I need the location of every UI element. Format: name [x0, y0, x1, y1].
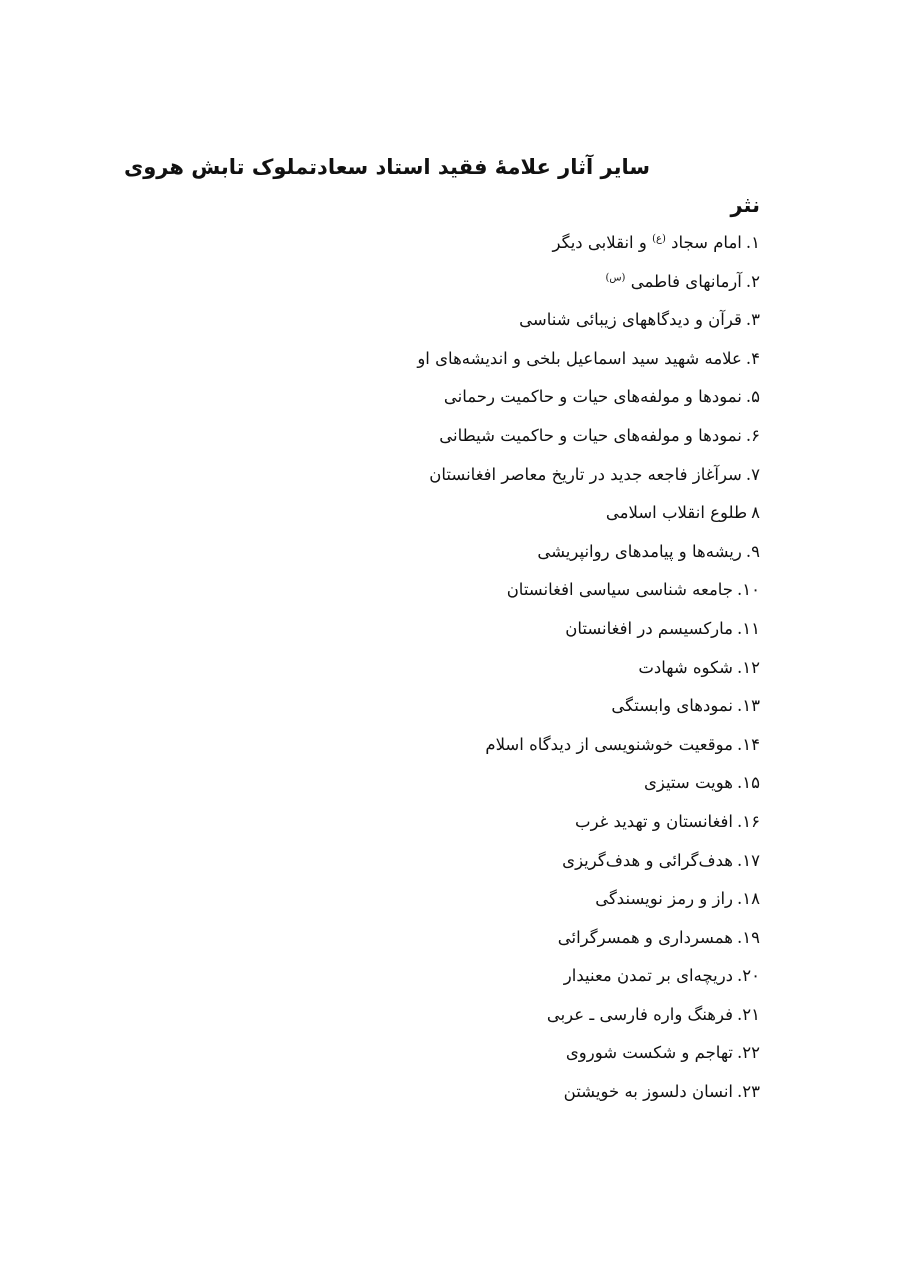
item-text: جامعه شناسی سیاسی افغانستان — [506, 580, 734, 600]
item-number: ۳. — [745, 310, 760, 330]
item-text: نمودها و مولفه‌های حیات و حاکمیت شیطانی — [439, 425, 742, 445]
item-number: ۱۳. — [737, 696, 760, 716]
list-item — [417, 842, 760, 881]
list-item — [417, 649, 760, 688]
item-text: طلوع انقلاب اسلامی — [605, 503, 748, 523]
list-item — [417, 224, 760, 263]
item-number: ۱۷. — [737, 850, 760, 870]
list-item — [417, 417, 760, 456]
item-text: مارکسیسم در افغانستان — [565, 618, 734, 638]
item-text: انسان دلسوز به خویشتن — [563, 1082, 734, 1102]
page-title: سایر آثار علامهٔ فقید استاد سعادتملوک تابش هروی — [123, 155, 650, 179]
list-item — [417, 919, 760, 958]
works-list — [417, 224, 760, 1112]
item-text: امام سجاد — [671, 233, 742, 252]
item-text: فرهنگ واره فارسی ـ عربی — [546, 1004, 734, 1024]
item-superscript: (ع) — [652, 233, 666, 245]
item-text: علامه شهید سید اسماعیل بلخی و اندیشه‌های او — [417, 348, 742, 368]
item-number: ۲۰. — [737, 966, 760, 986]
item-number: ۱۱. — [737, 618, 760, 638]
item-text: تهاجم و شکست شوروی — [565, 1043, 734, 1063]
item-number: ۱۰. — [737, 580, 760, 600]
item-text: ریشه‌ها و پیامدهای روانپریشی — [537, 541, 742, 561]
item-number: ۲۳. — [737, 1082, 760, 1102]
item-text: سرآغاز فاجعه جدید در تاریخ معاصر افغانستان — [429, 464, 742, 484]
list-item — [417, 764, 760, 803]
item-text: موقعیت خوشنویسی از دیدگاه اسلام — [485, 734, 734, 754]
item-number: ۱۴. — [737, 734, 760, 754]
item-text: افغانستان و تهدید غرب — [575, 811, 734, 831]
item-superscript: (س) — [605, 272, 626, 284]
item-number: ۸ — [751, 503, 760, 523]
item-number: ۱۹. — [737, 927, 760, 947]
list-item — [417, 996, 760, 1035]
list-item — [417, 378, 760, 417]
item-number: ۱۸. — [737, 889, 760, 909]
item-number: ۴. — [745, 348, 760, 368]
list-item — [417, 340, 760, 379]
list-item — [417, 610, 760, 649]
list-item — [417, 571, 760, 610]
item-text: شکوه شهادت — [638, 657, 734, 677]
item-number: ۱. — [745, 233, 760, 252]
item-text: نمودهای وابستگی — [611, 696, 734, 716]
item-text: همسرداری و همسرگرائی — [557, 927, 734, 947]
item-number: ۱۲. — [737, 657, 760, 677]
section-heading: نثر — [730, 193, 760, 217]
item-text: دریچه‌ای بر تمدن معنیدار — [563, 966, 734, 986]
list-item — [417, 494, 760, 533]
item-number: ۷. — [745, 464, 760, 484]
list-item — [417, 533, 760, 572]
item-text: هویت ستیزی — [643, 773, 734, 793]
item-number: ۱۵. — [737, 773, 760, 793]
item-number: ۵. — [745, 387, 760, 407]
item-text: قرآن و دیدگاههای زیبائی شناسی — [519, 310, 742, 330]
item-number: ۲۱. — [737, 1004, 760, 1024]
item-text: هدف‌گرائی و هدف‌گریزی — [562, 850, 734, 870]
item-number: ۱۶. — [737, 811, 760, 831]
item-number: ۲۲. — [737, 1043, 760, 1063]
list-item — [417, 726, 760, 765]
item-text: راز و رمز نویسندگی — [595, 889, 734, 909]
item-text: نمودها و مولفه‌های حیات و حاکمیت رحمانی — [443, 387, 742, 407]
list-item — [417, 803, 760, 842]
list-item — [417, 880, 760, 919]
list-item — [417, 263, 760, 302]
list-item — [417, 687, 760, 726]
list-item — [417, 301, 760, 340]
item-text: آرمانهای فاطمی — [630, 271, 742, 291]
list-item — [417, 456, 760, 495]
list-item — [417, 957, 760, 996]
item-number: ۹. — [745, 541, 760, 561]
item-text-tail: و انقلابی دیگر — [552, 233, 653, 252]
item-number: ۲. — [745, 271, 760, 291]
item-number: ۶. — [745, 425, 760, 445]
list-item — [417, 1034, 760, 1073]
list-item — [417, 1073, 760, 1112]
